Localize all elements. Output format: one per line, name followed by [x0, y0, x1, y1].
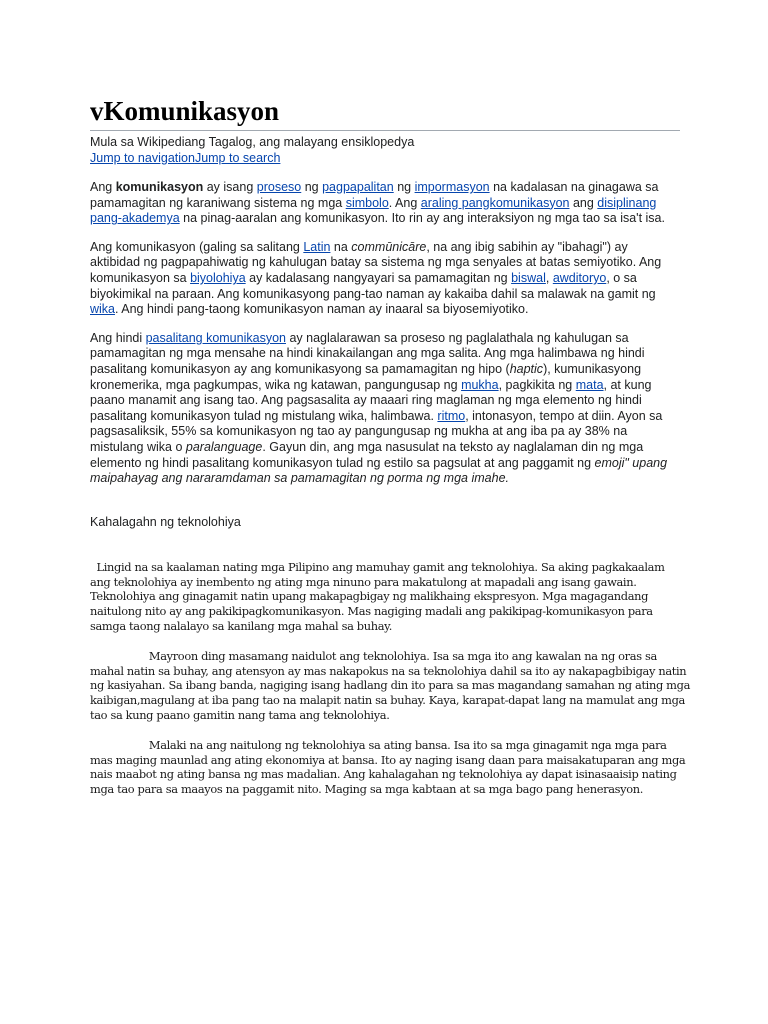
text-run: , pagkikita ng	[498, 377, 576, 392]
link-biyolohiya[interactable]: biyolohiya	[190, 270, 246, 285]
intro-paragraph	[90, 180, 680, 227]
text-run: ,	[545, 270, 553, 285]
paragraph-body: mas maging maunlad ang ating ekonomiya at bansa. Ito ay naging isang daan para maisakatuparan ang mga nais maabot ng ating bansa ng mas madalian. Ang kahalagahan ng teknolohiya ay dapat isinasaaisip nating mga tao para sa maayos na paggamit nito. Maging sa mga kabtaan at sa mga bago pang henerasyon.	[90, 752, 686, 797]
paragraph-indent	[90, 738, 149, 752]
text-run: ang	[569, 195, 598, 210]
link-biswal[interactable]: biswal	[511, 270, 546, 285]
paragraph-body: mahal natin sa buhay, ang atensyon ay mas nakapokus na sa teknolohiya dahil sa ito ay nakapagbibigay natin ng kasiyahan. Sa ibang banda, nagiging isang hadlang din ito para sa mas magandang samahan ng ating mga kaibigan,magulang at iba pang tao na malapit natin sa buhay. Kaya, karapat-dapat lang na mamulat ang mga tao sa kung paano gamitin nang tama ang teknolohiya.	[90, 663, 691, 722]
page-title	[90, 94, 680, 131]
link-proseso[interactable]: proseso	[256, 180, 302, 194]
text-run: ay naglalarawan sa proseso ng paglalathala ng kahulugan sa pamamagitan ng mga mensahe na hindi kinakailangan ang mga salita. Ang mga halimbawa ng hindi pasalitang komunikasyon ay ang komunikasyong sa pamamagitan ng hipo (	[90, 330, 645, 376]
text-run: , na ang ibig sabihin ay "ibahagi") ay aktibidad ng pagpapahiwatig ng kahulugan batay sa sistema ng mga senyales at batas semiyotiko. Ang komunikasyon sa	[90, 239, 662, 285]
text-run: Ang	[90, 180, 116, 194]
text-run: ), kumunikasyong kronemerika, mga pagkumpas, wika ng katawan, pangungusap ng	[90, 361, 642, 392]
text-run: , o sa biyokimikal na paraan. Ang komunikasyong pang-tao naman ay kakaiba dahil sa malawak na gamit ng	[90, 270, 656, 301]
essay-paragraph-2	[90, 649, 690, 723]
link-pagpapalitan[interactable]: pagpapalitan	[322, 180, 394, 194]
link-disiplinang-pang-akademya[interactable]: disiplinang pang-akademya	[90, 195, 657, 226]
jump-links	[90, 150, 680, 166]
text-run: ng	[393, 180, 415, 194]
nonverbal-paragraph	[90, 331, 680, 487]
tagline: Mula sa Wikipediang Tagalog, ang malayang ensiklopedya	[90, 135, 415, 149]
text-run: Ang hindi	[90, 330, 146, 345]
link-araling-pangkomunikasyon[interactable]: araling pangkomunikasyon	[420, 195, 570, 210]
essay-paragraph-3	[90, 738, 690, 797]
italic-term: commūnicāre	[351, 239, 427, 254]
link-impormasyon[interactable]: impormasyon	[414, 180, 490, 194]
text-run: Ang komunikasyon (galing sa salitang	[90, 239, 304, 254]
paragraph-first-line: Malaki na ang naitulong ng teknolohiya sa ating bansa. Isa ito sa mga ginagamit nga mga para	[148, 738, 667, 752]
italic-term: haptic	[509, 361, 544, 376]
italic-term: paralanguage	[185, 439, 263, 454]
text-run: . Ang hindi pang-taong komunikasyon naman ay inaaral sa biyosemiyotiko.	[115, 302, 529, 317]
text-run: na	[330, 239, 352, 254]
essay-paragraph-1	[90, 560, 690, 634]
title-text: Komunikasyon	[103, 96, 280, 126]
link-simbolo[interactable]: simbolo	[345, 195, 389, 210]
text-run: na kadalasan na ginagawa sa pamamagitan ng karaniwang sistema ng mga	[90, 180, 659, 210]
text-run: ay kadalasang nangyayari sa pamamagitan ng	[245, 270, 512, 285]
text-run: , intonasyon, tempo at diin. Ayon sa pagsasaliksik, 55% sa komunikasyon ng tao ay pangungusap ng mukha at ang iba pa ay 38% na mistulang wika o	[90, 408, 663, 454]
essay-heading: Kahalagahn ng teknolohiya	[90, 515, 241, 529]
link-mata[interactable]: mata	[575, 377, 604, 392]
etymology-paragraph	[90, 240, 680, 318]
text-run: . Gayun din, ang mga nasusulat na teksto ay naglalaman din ng mga elemento ng hindi pasalitang komunikasyon tulad ng estilo sa pagsulat at ang paggamit ng	[90, 439, 644, 470]
link-mukha[interactable]: mukha	[461, 377, 499, 392]
paragraph-indent	[90, 649, 149, 663]
bold-term: komunikasyon	[115, 180, 204, 194]
link-pasalitang-komunikasyon[interactable]: pasalitang komunikasyon	[145, 330, 286, 345]
text-run: ng	[301, 180, 323, 194]
italic-term: emoji" upang maipahayag ang nararamdaman sa pamamagitan ng porma ng mga imahe.	[90, 455, 668, 486]
jump-to-search-link[interactable]: Jump to search	[194, 151, 281, 165]
link-latin[interactable]: Latin	[303, 239, 331, 254]
paragraph-first-line: Lingid na sa kaalaman nating mga Pilipino ang mamuhay gamit ang teknolohiya. Sa aking pagkakaalam	[90, 560, 665, 574]
link-awditoryo[interactable]: awditoryo	[552, 270, 607, 285]
text-run: , at kung paano manamit ang isang tao. Ang pagsasalita ay maaari ring maglaman ng mga elemento ng hindi pasalitang komunikasyon tulad ng mistulang wika, halimbawa.	[90, 377, 652, 423]
jump-to-navigation-link[interactable]: Jump to navigation	[90, 151, 195, 165]
text-run: ay isang	[203, 180, 257, 194]
paragraph-first-line: Mayroon ding masamang naidulot ang teknolohiya. Isa sa mga ito ang kawalan na ng oras sa	[148, 649, 657, 663]
link-ritmo[interactable]: ritmo	[437, 408, 466, 423]
text-run: na pinag-aaralan ang komunikasyon. Ito rin ay ang interaksiyon ng mga tao sa isa't isa.	[179, 211, 665, 226]
wiki-article	[90, 94, 680, 487]
paragraph-body: ang teknolohiya ay inembento ng ating mga ninuno para makatulong at mapadali ang isang gawain. Teknolohiya ang ginagamit natin upang makapagbigay ng malikhaing ekspresyon. Mga magagandang naitulong nito ay ang pakikipagkomunikasyon. Mas nagiging madali ang pakikipag-komunikasyon para samga taong nalalayo sa kanilang mga mahal sa buhay.	[90, 574, 653, 633]
title-prefix: v	[90, 96, 104, 126]
link-wika[interactable]: wika	[90, 302, 116, 317]
text-run: . Ang	[388, 195, 421, 210]
